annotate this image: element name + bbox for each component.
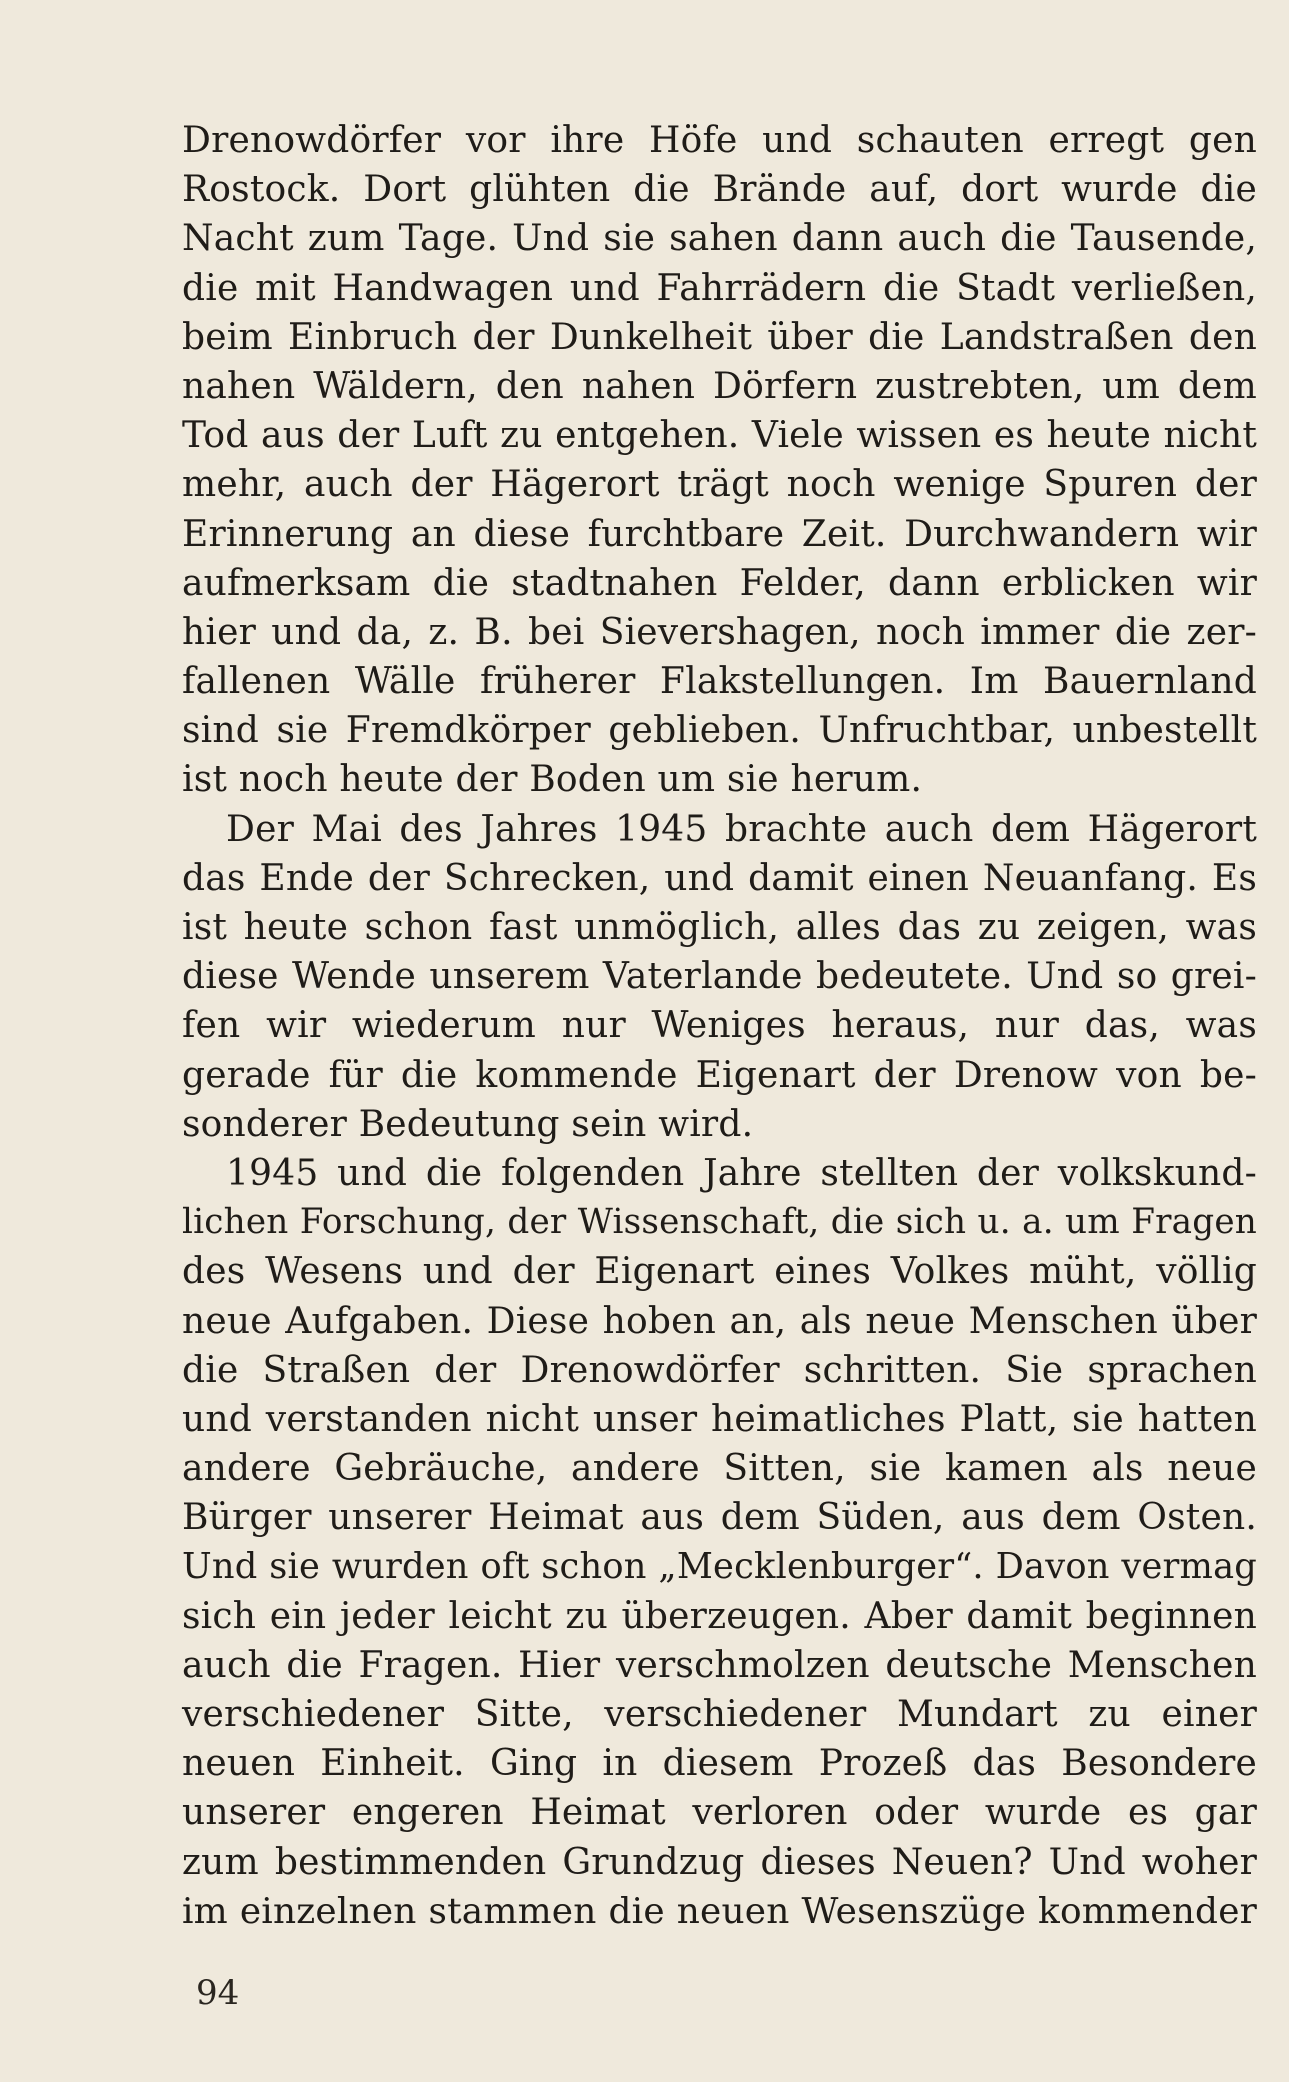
text-line: Rostock. Dort glühten die Brände auf, dort wurde die [182,169,1257,211]
text-line: neue Aufgaben. Diese hoben an, als neue Menschen über [182,1300,1257,1342]
text-line: sind sie Fremdkörper geblieben. Unfruchtbar, unbestellt [182,710,1257,752]
text-line: verschiedener Sitte, verschiedener Mundart zu einer [182,1694,1257,1735]
text-line: das Ende der Schrecken, und damit einen Neuanfang. Es [182,857,1257,899]
text-line: Und sie wurden oft schon „Mecklenburger“. Davon vermag [182,1546,1257,1588]
text-line: mehr, auch der Hägerort trägt noch wenige Spuren der [182,464,1257,506]
text-line: fallenen Wälle früherer Flakstellungen. Im Bauernland [182,661,1257,703]
text-line: Tod aus der Luft zu entgehen. Viele wissen es heute nicht [182,415,1257,457]
text-line: aufmerksam die stadtnahen Felder, dann erblicken wir [182,562,1257,604]
text-line: andere Gebräuche, andere Sitten, sie kamen als neue [182,1448,1257,1490]
text-line: und verstanden nicht unser heimatliches Platt, sie hatten [182,1398,1257,1440]
text-line: fen wir wiederum nur Weniges heraus, nur das, was [182,1005,1257,1047]
text-line: gerade für die kommende Eigenart der Drenow von be- [182,1054,1257,1096]
text-line: Der Mai des Jahres 1945 brachte auch dem Hägerort [226,808,1257,850]
text-line: lichen Forschung, der Wissenschaft, die sich u. a. um Fragen [182,1202,1257,1243]
text-line: diese Wende unserem Vaterlande bedeutete. Und so grei- [182,956,1257,998]
text-line: auch die Fragen. Hier verschmolzen deutsche Menschen [182,1644,1257,1686]
body-text [182,116,1257,1936]
text-line: unserer engeren Heimat verloren oder wurde es gar [182,1792,1257,1834]
text-line: Bürger unserer Heimat aus dem Süden, aus dem Osten. [182,1497,1257,1539]
text-line: die Straßen der Drenowdörfer schritten. Sie sprachen [182,1349,1257,1391]
text-line: ist noch heute der Boden um sie herum. [182,759,923,801]
text-line: des Wesens und der Eigenart eines Volkes müht, völlig [182,1251,1257,1293]
text-line: Drenowdörfer vor ihre Höfe und schauten erregt gen [182,120,1257,161]
text-line: nahen Wäldern, den nahen Dörfern zustrebten, um dem [182,365,1257,407]
text-line: sich ein jeder leicht zu überzeugen. Aber damit beginnen [182,1595,1257,1637]
text-line: 1945 und die folgenden Jahre stellten der volkskund- [226,1152,1257,1194]
text-line: Nacht zum Tage. Und sie sahen dann auch die Tausende, [182,218,1257,260]
text-line: hier und da, z. B. bei Sievershagen, noch immer die zer- [182,611,1257,653]
text-line: neuen Einheit. Ging in diesem Prozeß das Besondere [182,1743,1257,1785]
text-line: Erinnerung an diese furchtbare Zeit. Durchwandern wir [182,513,1257,555]
text-line: sonderer Bedeutung sein wird. [182,1103,754,1145]
text-line: beim Einbruch der Dunkelheit über die Landstraßen den [182,316,1257,358]
text-line: die mit Handwagen und Fahrrädern die Stadt verließen, [182,267,1257,309]
text-line: im einzelnen stammen die neuen Wesenszüge kommender [182,1890,1257,1932]
text-line: ist heute schon fast unmöglich, alles das zu zeigen, was [182,907,1257,948]
text-line: zum bestimmenden Grundzug dieses Neuen? Und woher [182,1841,1257,1883]
page-number: 94 [196,1973,240,2013]
